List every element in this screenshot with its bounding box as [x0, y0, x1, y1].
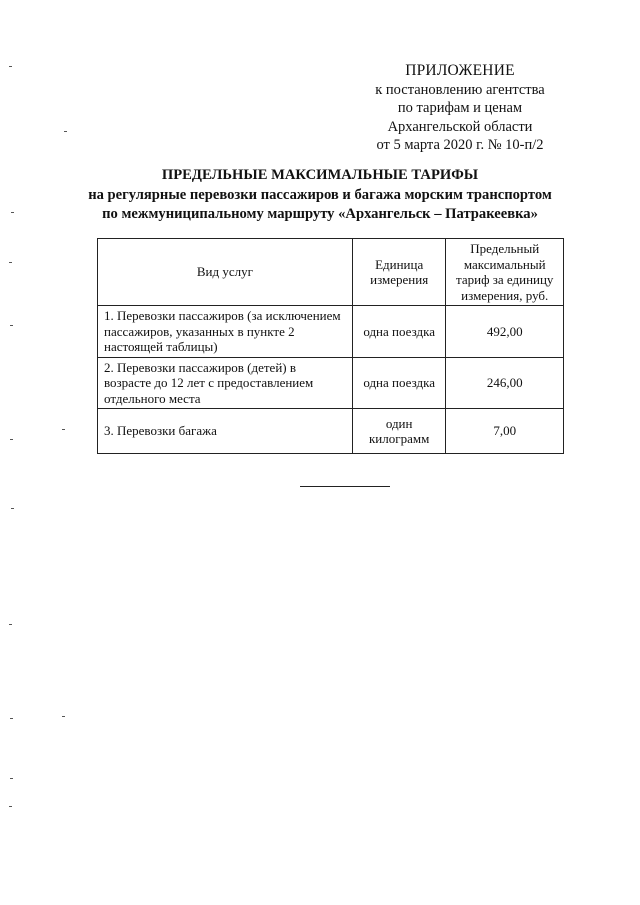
- appendix-block: [330, 62, 590, 155]
- appendix-heading: ПРИЛОЖЕНИЕ: [405, 62, 515, 79]
- header-service: Вид услуг: [98, 239, 353, 306]
- title-line-subject: на регулярные перевозки пассажиров и багажа морским транспортом: [88, 186, 552, 203]
- appendix-line: от 5 марта 2020 г. № 10-п/2: [376, 137, 544, 153]
- cell-unit: одна поездка: [352, 306, 446, 358]
- title-line-route: по межмуниципальному маршруту «Архангельск – Патракеевка»: [102, 206, 538, 222]
- cell-service: 2. Перевозки пассажиров (детей) в возрасте до 12 лет с предоставлением отдельного места: [98, 357, 353, 409]
- scan-mark: [10, 439, 13, 440]
- title-line-main: ПРЕДЕЛЬНЫЕ МАКСИМАЛЬНЫЕ ТАРИФЫ: [161, 167, 479, 183]
- scan-mark: [9, 624, 12, 625]
- scan-mark: [10, 325, 13, 326]
- scan-mark: [10, 718, 13, 719]
- table-row: [98, 357, 564, 409]
- header-tariff: Предельный максимальный тариф за единицу измерения, руб.: [446, 239, 564, 306]
- closing-rule: [300, 486, 390, 487]
- scan-mark: [10, 778, 13, 779]
- scan-mark: [11, 212, 14, 213]
- cell-tariff: 7,00: [446, 409, 564, 454]
- tariffs-table: [97, 238, 564, 454]
- document-title: [40, 166, 600, 225]
- scan-mark: [64, 131, 67, 132]
- scan-mark: [9, 66, 12, 67]
- scan-mark: [9, 262, 12, 263]
- cell-tariff: 246,00: [446, 357, 564, 409]
- cell-tariff: 492,00: [446, 306, 564, 358]
- cell-unit: один килограмм: [352, 409, 446, 454]
- appendix-line: Архангельской области: [387, 118, 533, 135]
- cell-service: 3. Перевозки багажа: [98, 409, 353, 454]
- cell-service: 1. Перевозки пассажиров (за исключением пассажиров, указанных в пункте 2 настоящей таблицы): [98, 306, 353, 358]
- table-header-row: [98, 239, 564, 306]
- appendix-line: к постановлению агентства: [375, 81, 545, 98]
- appendix-line: по тарифам и ценам: [397, 100, 523, 116]
- scan-mark: [9, 806, 12, 807]
- table-row: [98, 306, 564, 358]
- scan-mark: [62, 429, 65, 430]
- table-row: [98, 409, 564, 454]
- header-unit: Единица измерения: [352, 239, 446, 306]
- scan-mark: [11, 508, 14, 509]
- scan-mark: [62, 716, 65, 717]
- cell-unit: одна поездка: [352, 357, 446, 409]
